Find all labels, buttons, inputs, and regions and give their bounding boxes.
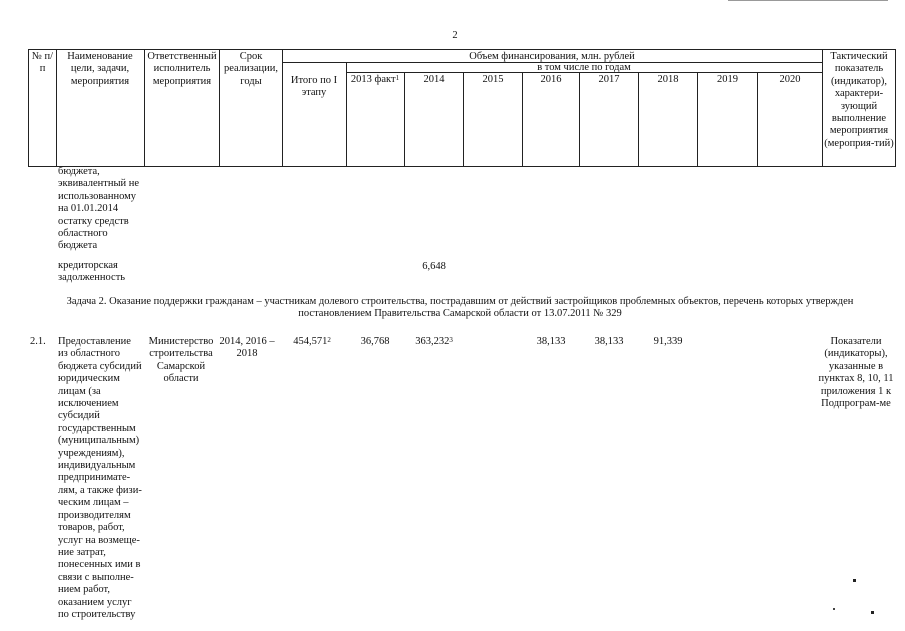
row-2-1-2013: 36,768 — [360, 336, 390, 347]
page-number: 2 — [452, 30, 458, 41]
header-name: Наименование цели, задачи, мероприятия — [67, 51, 133, 87]
task2-heading: Задача 2. Оказание поддержки гражданам – участникам долевого строительства, пострадавшим от действий застройщиков проблемных объектов, перечень которых утвержден постановлением Правительства Самарской области от 13.07.2011 № 329 — [66, 296, 854, 320]
header-year-2017: 2017 — [598, 74, 620, 85]
header-year-2019: 2019 — [717, 74, 738, 85]
header-year-2018: 2018 — [657, 74, 679, 85]
header-year-2020: 2020 — [779, 74, 801, 85]
row-2-1-name: Предоставление из областного бюджета субсидий юридическим лицам (за исключением субсидий государственным (муниципальным) учреждениям), индивидуальным предпринимате-лям, а также физи-ческим лицам – производителям товаров, работ, услуг на возмеще-ние затрат, понесенных ими в связи с выполне-нием работ, оказанием услуг по строительству — [58, 336, 142, 620]
scan-edge-mark — [728, 0, 888, 1]
row-2-1-num: 2.1. — [30, 336, 46, 347]
row-2-1-term: 2014, 2016 – 2018 — [219, 336, 275, 360]
creditor-value-2014: 6,648 — [422, 261, 446, 272]
row-2-1-executor: Министерство строительства Самарской области — [148, 336, 214, 385]
scan-dot — [871, 611, 874, 614]
row-2-1-2017: 38,133 — [594, 336, 624, 347]
row-2-1-2014: 363,232$^3$ — [415, 336, 453, 347]
row-2-1-total: 454,571$^2$ — [293, 336, 331, 347]
row-2-1-2016: 38,133 — [536, 336, 566, 347]
header-year-2013: 2013 факт$^1$ — [350, 74, 400, 85]
header-year-2016: 2016 — [540, 74, 562, 85]
row-2-1-2018: 91,339 — [653, 336, 683, 347]
header-total: Итого по I этапу — [290, 75, 338, 99]
header-funding-title: Объем финансирования, млн. рублей — [469, 51, 635, 62]
header-year-2015: 2015 — [482, 74, 504, 85]
scan-dot — [833, 608, 835, 610]
header-term: Срок реализации, годы — [224, 51, 278, 87]
header-indicator: Тактический показатель (индикатор), характери-зующий выполнение мероприятия (мероприя-тий) — [824, 51, 894, 149]
creditor-label: кредиторская задолженность — [58, 260, 126, 284]
continuation-text: бюджета, эквивалентный не использованному на 01.01.2014 остатку средств областного бюджета — [58, 166, 140, 252]
header-executor: Ответственный исполнитель мероприятия — [147, 51, 217, 87]
header-num: № п/п — [31, 51, 54, 75]
header-year-2014: 2014 — [423, 74, 445, 85]
scan-dot — [853, 579, 856, 582]
row-2-1-indicator: Показатели (индикаторы), указанные в пунктах 8, 10, 11 приложения 1 к Подпрограм-ме — [818, 336, 894, 410]
header-years-title: в том числе по годам — [537, 62, 631, 73]
